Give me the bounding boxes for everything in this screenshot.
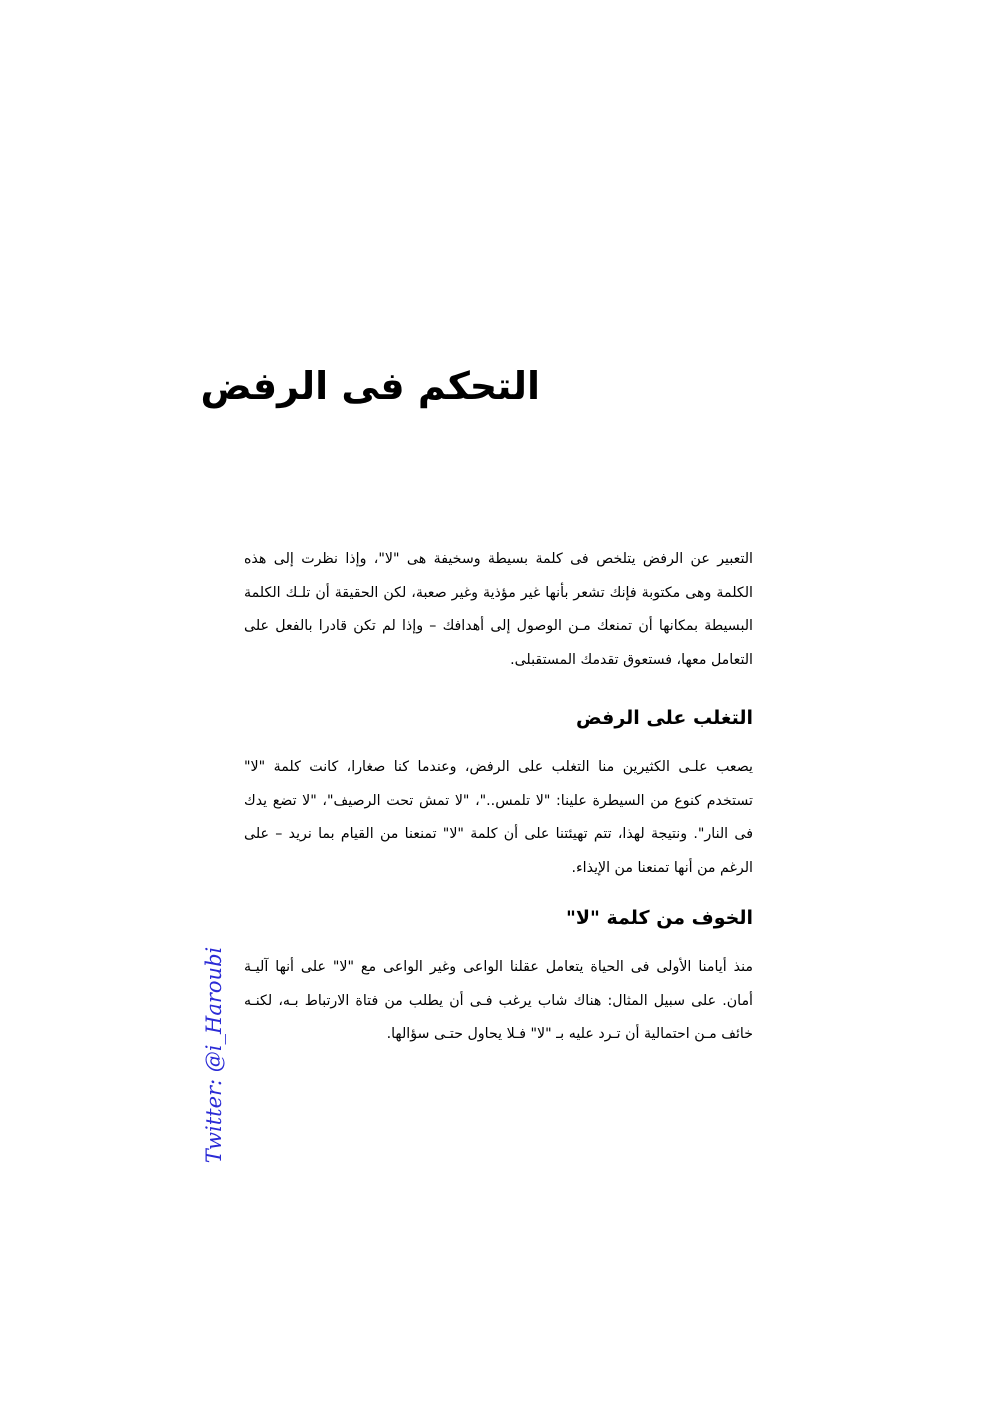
section-overcoming-rejection-heading-wrap (244, 700, 753, 736)
section-paragraph: يصعب علـى الكثيرين منا التغلب على الرفض، وعندما كنا صغارا، كانت كلمة "لا" تستخدم كنوع من السيطرة علينا: "لا تلمس.."، "لا تمش تحت الرصيف"، "لا تضع يدك فى النار". ونتيجة لهذا، تتم تهيئتنا على أن كلمة "لا" تمنعنا من القيام بما نريد – على الرغم من أنها تمنعنا من الإيذاء. (244, 759, 753, 876)
intro-section (244, 543, 753, 677)
section-fear-of-no-heading-wrap (244, 900, 753, 936)
section-heading-fear-of-no: الخوف من كلمة "لا" (565, 907, 753, 929)
chapter-title: التحكم فى الرفض (200, 364, 540, 408)
section-paragraph: منذ أيامنا الأولى فى الحياة يتعامل عقلنا الواعى وغير الواعى مع "لا" على أنها آليـة أمان. على سبيل المثال: هناك شاب يرغب فـى أن يطلب من فتاة الارتباط بـه، لكنـه خائف مـن احتمالية أن تـرد عليه بـ "لا" فـلا يحاول حتـى سؤالها. (244, 959, 753, 1042)
intro-paragraph: التعبير عن الرفض يتلخص فى كلمة بسيطة وسخيفة هى "لا"، وإذا نظرت إلى هذه الكلمة وهى مكتوبة فإنك تشعر بأنها غير مؤذية وغير صعبة، لكن الحقيقة أن تلـك الكلمة البسيطة بمكانها أن تمنعك مـن الوصول إلى أهدافك – وإذا لم تكن قادرا بالفعل على التعامل معها، فستعوق تقدمك المستقبلى. (244, 551, 753, 668)
section-fear-of-no (244, 951, 753, 1052)
section-heading-overcoming-rejection: التغلب على الرفض (575, 707, 753, 729)
twitter-watermark: Twitter: @i_Haroubi (202, 946, 226, 1164)
section-overcoming-rejection (244, 751, 753, 885)
